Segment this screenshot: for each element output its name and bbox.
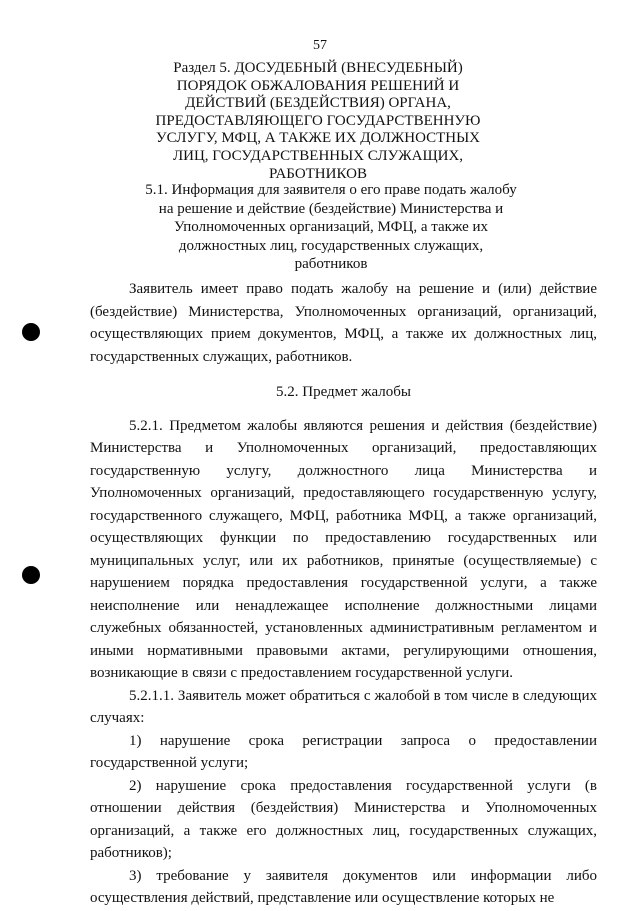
spacer: [90, 404, 597, 415]
list-item-2: 2) нарушение срока предоставления государственной услуги (в отношении действия (бездействия) Министерства и Уполномоченных организаций, а также его должностных лиц, государственных служащих, работников);: [90, 777, 597, 861]
subsection-5-1-title: 5.1. Информация для заявителя о его праве подать жалобу на решение и действие (бездействие) Министерства и Уполномоченных организаций, МФЦ, а также их должностных лиц, государственных служащих, работников: [145, 182, 517, 272]
list-item-1: 1) нарушение срока регистрации запроса о предоставлении государственной услуги;: [90, 732, 597, 771]
paragraph-right-to-complain: Заявитель имеет право подать жалобу на решение и (или) действие (бездействие) Министерства, Уполномоченных организаций, организаций, осуществляющих прием документов, МФЦ, а также их должностных лиц, государственных служащих, работников.: [90, 281, 597, 365]
punch-hole-icon: [22, 566, 40, 584]
list-item-3: 3) требование у заявителя документов или информации либо осуществления действий, представление или осуществление которых не: [90, 867, 597, 906]
spacer: [90, 368, 597, 381]
document-body: [90, 278, 597, 910]
paragraph-5-2-1: 5.2.1. Предметом жалобы являются решения и действия (бездействие) Министерства и Уполномоченных организаций, предоставляющих государственную услугу, должностного лица Министерства и Уполномоченных организаций, предоставляющего государственную услугу, государственного служащего, МФЦ, работника МФЦ, а также организаций, осуществляющих функции по предоставлению государственных или муниципальных услуг, или их работников, принятые (осуществляемые) с нарушением порядка предоставления государственной услуги, а также неисполнение или ненадлежащее исполнение должностными лицами служебных обязанностей, установленных административным регламентом и иными нормативными правовыми актами, регулирующими отношения, возникающие в связи с предоставлением государственной услуги.: [90, 417, 597, 681]
page-number: 57: [313, 38, 327, 53]
subsection-5-2-title: 5.2. Предмет жалобы: [276, 384, 411, 400]
paragraph-5-2-1-1: 5.2.1.1. Заявитель может обратиться с жалобой в том числе в следующих случаях:: [90, 687, 597, 726]
section-title: Раздел 5. ДОСУДЕБНЫЙ (ВНЕСУДЕБНЫЙ) ПОРЯДОК ОБЖАЛОВАНИЯ РЕШЕНИЙ И ДЕЙСТВИЙ (БЕЗДЕЙСТВИЯ) ОРГАНА, ПРЕДОСТАВЛЯЮЩЕГО ГОСУДАРСТВЕННУЮ УСЛУГУ, МФЦ, А ТАКЖЕ ИХ ДОЛЖНОСТНЫХ ЛИЦ, ГОСУДАРСТВЕННЫХ СЛУЖАЩИХ, РАБОТНИКОВ: [155, 60, 481, 182]
punch-hole-icon: [22, 323, 40, 341]
